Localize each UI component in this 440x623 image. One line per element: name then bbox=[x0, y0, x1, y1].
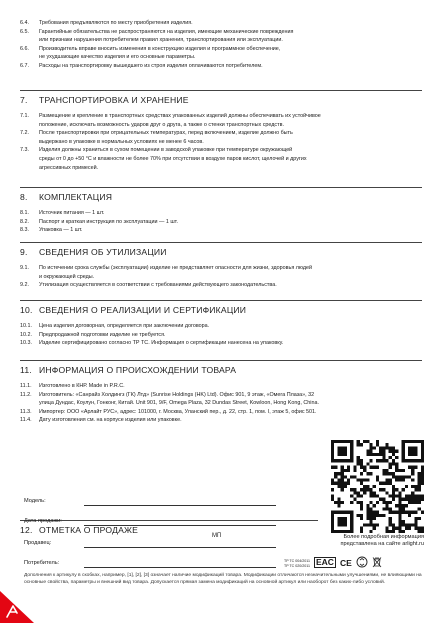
item-number bbox=[20, 54, 39, 62]
list-item bbox=[20, 139, 422, 147]
item-text: Утилизация осуществляется в соответствии с требованиями действующего законодательства. bbox=[39, 282, 277, 289]
section-9-heading: 9. СВЕДЕНИЯ ОБ УТИЛИЗАЦИИ bbox=[20, 247, 167, 257]
divider bbox=[20, 187, 422, 188]
item-number: 9.1. bbox=[20, 265, 29, 271]
section-7-heading: 7. ТРАНСПОРТИРОВКА И ХРАНЕНИЕ bbox=[20, 95, 189, 105]
item-text: Паспорт и краткая инструкция по эксплуатации — 1 шт. bbox=[39, 218, 179, 225]
item-text: улица Дундас, Коулун, Гонконг, Китай. Unit 901, 9/F, Omega Plaza, 32 Dundas Street, Kowloon, Hong Kong, China. bbox=[39, 400, 319, 407]
list-item bbox=[20, 46, 422, 54]
list-item bbox=[20, 165, 422, 173]
item-text: После транспортировки при отрицательных температурах, перед включением, изделие должно быть bbox=[39, 130, 293, 137]
qr-caption: Более подробная информация представлена на сайте arlight.ru bbox=[340, 534, 424, 548]
arlight-logo-corner bbox=[0, 587, 38, 623]
qr-code bbox=[331, 440, 424, 533]
item-number: 6.4. bbox=[20, 20, 29, 26]
list-item bbox=[20, 274, 422, 282]
list-item bbox=[20, 20, 422, 28]
item-number bbox=[20, 37, 39, 45]
item-text: Гарантийные обязательства не распространяются на изделия, имеющие механические повреждения bbox=[39, 28, 294, 35]
item-text: агрессивных примесей. bbox=[39, 164, 99, 171]
list-item bbox=[20, 400, 422, 408]
item-number: 11.3. bbox=[20, 408, 32, 415]
item-number: 7.1. bbox=[20, 113, 29, 119]
eac-mark: EAC bbox=[315, 557, 334, 567]
item-text: Изготовитель: «Санрайз Холдингз (ГК) Лтд» (Sunrise Holdings (HK) Ltd). Офис 901, 9 этаж, «Омега Плаза», 32 bbox=[39, 391, 315, 398]
divider bbox=[20, 520, 318, 521]
list-item bbox=[20, 323, 422, 331]
item-number bbox=[20, 400, 39, 408]
list-item bbox=[20, 417, 422, 425]
model-field[interactable] bbox=[84, 505, 276, 506]
consumer-label: Потребитель: bbox=[24, 560, 60, 566]
item-number: 6.7. bbox=[20, 63, 29, 69]
item-number bbox=[20, 165, 39, 173]
tr-ts-codes: TP TC 004/2011 TP TC 020/2011 bbox=[284, 559, 310, 568]
list-item bbox=[20, 54, 422, 62]
item-text: или признаки нарушения потребителем правил хранения, транспортирования или эксплуатации. bbox=[39, 37, 283, 44]
section-8-heading: 8. КОМПЛЕКТАЦИЯ bbox=[20, 192, 113, 202]
item-text: Изделия должны храниться в сухом помещении в заводской упаковке при температуре окружающей bbox=[39, 147, 293, 154]
item-text: среды от 0 до +50 °C и влажности не более 70% при отсутствии в воздухе паров кислот, щелочей и других bbox=[39, 156, 307, 162]
consumer-field[interactable] bbox=[84, 567, 276, 568]
item-number: 10.2. bbox=[20, 331, 32, 338]
sale-date-label: Дата продажи: bbox=[24, 518, 62, 524]
divider bbox=[20, 300, 422, 301]
list-item bbox=[20, 383, 422, 391]
item-number: 10.3. bbox=[20, 340, 32, 347]
item-text: Упаковка — 1 шт. bbox=[39, 227, 83, 234]
divider bbox=[20, 242, 422, 243]
list-item bbox=[20, 265, 422, 273]
list-item bbox=[20, 29, 422, 37]
list-item bbox=[20, 392, 422, 400]
item-number: 9.2. bbox=[20, 282, 29, 289]
stamp-place-label: МП bbox=[212, 533, 222, 539]
item-text: положение, исключать возможность ударов друг о друга, а также о стенки транспортных средств. bbox=[39, 121, 284, 128]
divider bbox=[20, 360, 422, 361]
list-item bbox=[20, 156, 422, 164]
item-text: Дату изготовления см. на корпусе изделия или упаковке. bbox=[39, 417, 182, 424]
item-number bbox=[20, 156, 39, 164]
item-number: 7.3. bbox=[20, 147, 29, 154]
section-10-heading: 10. СВЕДЕНИЯ О РЕАЛИЗАЦИИ И СЕРТИФИКАЦИИ bbox=[20, 305, 247, 315]
list-item bbox=[20, 130, 422, 138]
list-item bbox=[20, 210, 422, 218]
list-item bbox=[20, 409, 422, 417]
item-number: 8.3. bbox=[20, 227, 29, 234]
weee-bin-icon bbox=[372, 556, 382, 568]
list-item bbox=[20, 63, 422, 71]
item-number: 6.5. bbox=[20, 28, 29, 35]
list-item bbox=[20, 219, 422, 227]
seller-label: Продавец: bbox=[24, 540, 52, 546]
recycle-icon bbox=[356, 556, 368, 568]
item-text: Изделие сертифицировано согласно ТР ТС. Информация о сертификации нанесена на упаковку. bbox=[39, 340, 284, 347]
list-item bbox=[20, 37, 422, 45]
item-text: Расходы на транспортировку вышедшего из строя изделия оплачиваются потребителем. bbox=[39, 63, 263, 69]
item-text: Предпродажной подготовки изделие не требуется. bbox=[39, 331, 166, 338]
item-text: По истечении срока службы (эксплуатации) изделие не представляет опасности для жизни, здоровья людей bbox=[39, 265, 312, 271]
item-text: Изготовлено в КНР. Made in P.R.C. bbox=[39, 383, 125, 389]
item-text: Цена изделия договорная, определяется при заключении договора. bbox=[39, 323, 210, 329]
item-text: не ухудшающие качество изделия и его основные параметры. bbox=[39, 54, 196, 61]
list-item bbox=[20, 282, 422, 290]
item-number: 10.1. bbox=[20, 323, 32, 329]
seller-field[interactable] bbox=[84, 547, 276, 548]
item-number: 7.2. bbox=[20, 130, 29, 137]
list-item bbox=[20, 332, 422, 340]
modification-footnote: Дополнения к артикулу в скобках, например, [1], [2], [3] означает наличие модификаций товара. Модификации отличаются незначительными улучшениями, не влияющими на основные свойства, параметры и внешний вид товара. Допускается прямая замена модификаций на основной артикул или наоборот без каких-либо условий. bbox=[24, 573, 422, 585]
item-number: 8.2. bbox=[20, 218, 29, 225]
item-number: 11.2. bbox=[20, 391, 32, 398]
item-number bbox=[20, 274, 39, 282]
list-item bbox=[20, 227, 422, 235]
item-text: Источник питания — 1 шт. bbox=[39, 210, 105, 216]
list-item bbox=[20, 113, 422, 121]
list-item bbox=[20, 147, 422, 155]
section-11-heading: 11. ИНФОРМАЦИЯ О ПРОИСХОЖДЕНИИ ТОВАРА bbox=[20, 365, 237, 375]
item-text: Требования предъявляются по месту приобретения изделия. bbox=[39, 20, 193, 26]
model-label: Модель: bbox=[24, 498, 46, 504]
item-text: Размещение и крепление в транспортных средствах упакованных изделий должны обеспечивать их устойчивое bbox=[39, 113, 321, 119]
item-text: и окружающей среды. bbox=[39, 273, 95, 280]
sale-date-field[interactable] bbox=[84, 525, 276, 526]
item-number: 11.4. bbox=[20, 417, 32, 424]
item-number: 6.6. bbox=[20, 45, 29, 52]
item-number bbox=[20, 139, 39, 147]
divider bbox=[20, 90, 422, 91]
item-text: Производитель вправе вносить изменения в конструкцию изделия и программное обеспечение, bbox=[39, 45, 281, 52]
ce-mark: CE bbox=[339, 558, 352, 568]
section-12-heading: 12. ОТМЕТКА О ПРОДАЖЕ bbox=[20, 525, 139, 535]
item-text: выдержано в упаковке в нормальных условиях не менее 6 часов. bbox=[39, 138, 204, 145]
certification-marks bbox=[284, 556, 382, 568]
item-number: 11.1. bbox=[20, 383, 32, 389]
item-text: Импортер: ООО «Арлайт РУС», адрес: 101000, г. Москва, Уланский пер., д. 22, стр. 1, пом. I, этаж 5, офис 501. bbox=[39, 408, 317, 415]
list-item bbox=[20, 340, 422, 348]
item-number: 8.1. bbox=[20, 210, 29, 216]
list-item bbox=[20, 122, 422, 130]
item-number bbox=[20, 122, 39, 130]
